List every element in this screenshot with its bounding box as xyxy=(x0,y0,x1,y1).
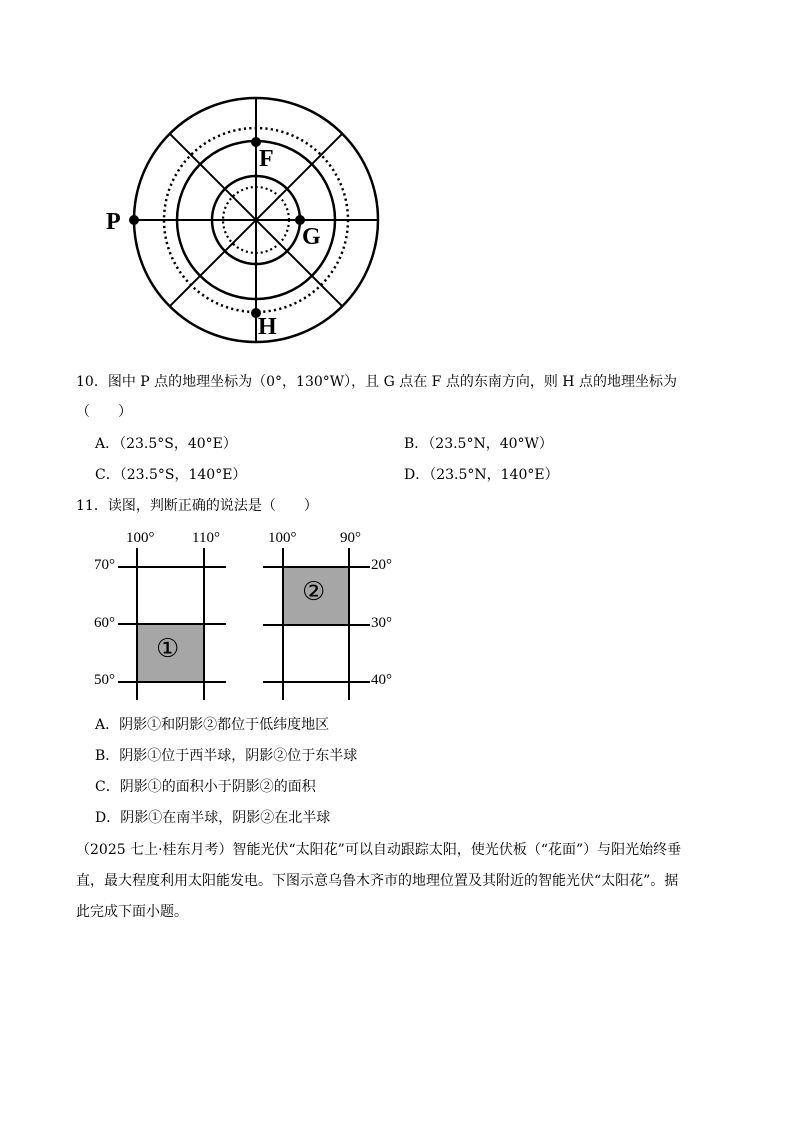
label-G: G xyxy=(302,224,321,250)
grid1-left-label-1: 70° xyxy=(94,557,115,573)
q11-stem: 11．读图，判断正确的说法是（ ） xyxy=(76,498,318,514)
q11-option-a[interactable]: A．阴影①和阴影②都位于低纬度地区 xyxy=(95,717,330,733)
passage-line-1: （2025 七上·桂东月考）智能光伏“太阳花”可以自动跟踪太阳，使光伏板（“花面”）与阳光始终垂 xyxy=(76,842,682,858)
grid2-top-label-2: 90° xyxy=(340,530,361,546)
label-H: H xyxy=(258,314,277,340)
q10-option-a[interactable]: A．（23.5°S，40°E） xyxy=(95,436,237,452)
label-F: F xyxy=(259,146,274,172)
q10-stem: 10．图中 P 点的地理坐标为（0°，130°W），且 G 点在 F 点的东南方向，则 H 点的地理坐标为 xyxy=(76,374,677,390)
grid2-right-label-3: 40° xyxy=(371,672,392,688)
grid1-top-label-1: 100° xyxy=(126,530,155,546)
q11-option-d[interactable]: D．阴影①在南半球，阴影②在北半球 xyxy=(95,810,331,826)
passage-line-2: 直，最大程度利用太阳能发电。下图示意乌鲁木齐市的地理位置及其附近的智能光伏“太阳花”。据 xyxy=(76,873,679,889)
q11-option-c[interactable]: C．阴影①的面积小于阴影②的面积 xyxy=(95,779,316,795)
passage-line-3: 此完成下面小题。 xyxy=(76,904,188,920)
q10-option-d[interactable]: D．（23.5°N，140°E） xyxy=(404,467,559,483)
grid1-left-label-3: 50° xyxy=(94,672,115,688)
q10-option-b[interactable]: B．（23.5°N，40°W） xyxy=(404,436,553,452)
grid1-left-label-2: 60° xyxy=(94,615,115,631)
shade-2-label: ② xyxy=(302,577,326,607)
grid2-right-label-2: 30° xyxy=(371,615,392,631)
q10-paren: （ ） xyxy=(76,404,132,420)
q10-option-c[interactable]: C．（23.5°S，140°E） xyxy=(95,467,247,483)
label-P: P xyxy=(106,209,121,235)
grid2-right-label-1: 20° xyxy=(371,557,392,573)
q11-option-b[interactable]: B．阴影①位于西半球，阴影②位于东半球 xyxy=(95,748,358,764)
shade-1-label: ① xyxy=(156,634,180,664)
grid2-top-label-1: 100° xyxy=(268,530,297,546)
grid1-top-label-2: 110° xyxy=(192,530,220,546)
